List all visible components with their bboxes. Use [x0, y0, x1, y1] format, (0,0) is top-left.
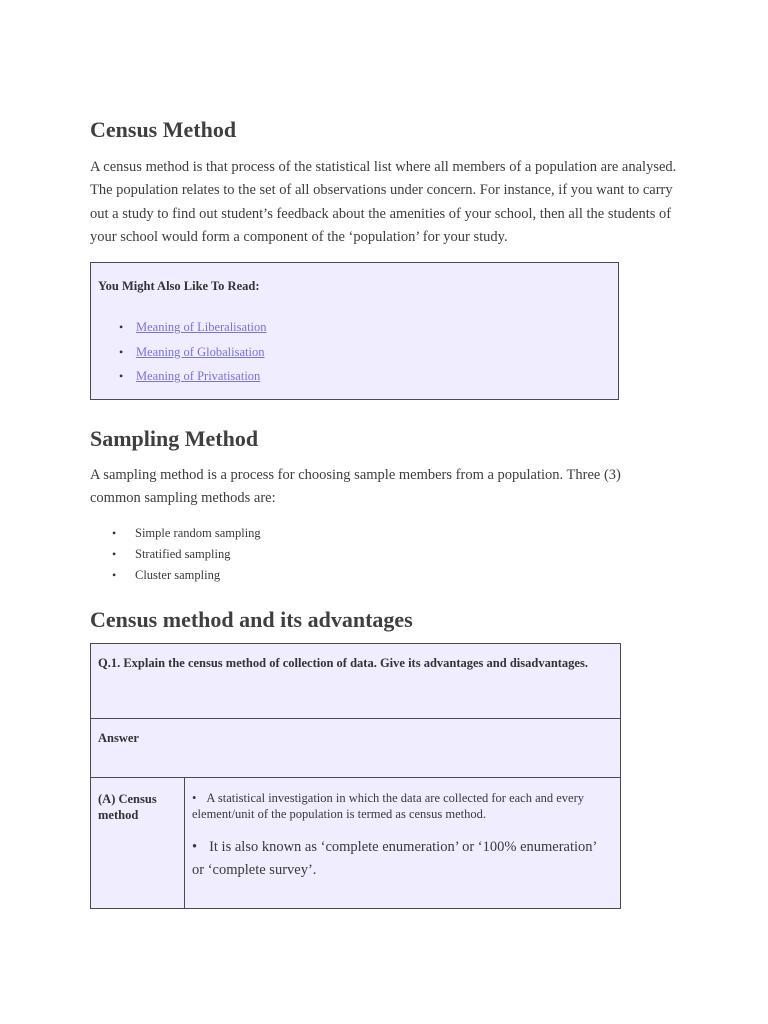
bullet-icon: • [112, 568, 117, 582]
question-text: Q.1. Explain the census method of collection of data. Give its advantages and disadvantages. [98, 656, 588, 670]
answer-label: Answer [98, 731, 139, 745]
table-row [91, 719, 621, 778]
sampling-method-heading: Sampling Method [90, 426, 259, 451]
table-row [91, 644, 621, 719]
list-item-label: Stratified sampling [135, 547, 231, 561]
census-method-heading: Census Method [90, 117, 237, 142]
row-content-cell [185, 778, 621, 909]
point-2 [185, 822, 620, 882]
sampling-method-paragraph: A sampling method is a process for choosing sample members from a population. Three (3) common sampling methods are: [90, 467, 621, 507]
point-2-text: It is also known as ‘complete enumeration’ or ‘100% enumeration’ or ‘complete survey’. [192, 839, 597, 878]
list-item [91, 315, 618, 340]
point-1-text: A statistical investigation in which the data are collected for each and every element/unit of the population is termed as census method. [192, 791, 585, 821]
list-item [90, 523, 490, 544]
bullet-icon: • [119, 344, 124, 359]
list-item-label: Simple random sampling [135, 526, 261, 540]
list-item [91, 364, 618, 389]
list-item [90, 565, 490, 586]
link-privatisation[interactable]: Meaning of Privatisation [136, 369, 261, 383]
answer-cell [91, 719, 621, 778]
census-advantages-heading: Census method and its advantages [90, 607, 413, 632]
bullet-icon: • [112, 547, 117, 561]
bullet-icon: • [119, 320, 124, 334]
qa-table [90, 643, 621, 909]
link-globalisation[interactable]: Meaning of Globalisation [136, 344, 265, 359]
point-1 [185, 778, 620, 822]
list-item-label: Cluster sampling [135, 568, 221, 582]
bullet-icon: • [192, 839, 198, 855]
read-more-box [90, 262, 619, 400]
link-liberalisation[interactable]: Meaning of Liberalisation [136, 320, 267, 334]
bullet-icon: • [192, 791, 197, 805]
read-more-list [91, 315, 618, 389]
census-method-paragraph: A census method is that process of the statistical list where all members of a population are analysed. The population relates to the set of all observations under concern. For instance, if you want to carry out a study to find out student’s feedback about the amenities of your school, then all the students of your school would form a component of the ‘population’ for your study. [90, 159, 677, 245]
question-cell [91, 644, 621, 719]
read-more-title: You Might Also Like To Read: [98, 279, 260, 293]
row-label-cell [91, 778, 185, 909]
bullet-icon: • [112, 526, 117, 540]
census-method-label: (A) Census method [98, 792, 157, 822]
list-item [91, 340, 618, 365]
list-item [90, 544, 490, 565]
sampling-methods-list [90, 523, 490, 586]
bullet-icon: • [119, 369, 124, 383]
table-row [91, 778, 621, 909]
